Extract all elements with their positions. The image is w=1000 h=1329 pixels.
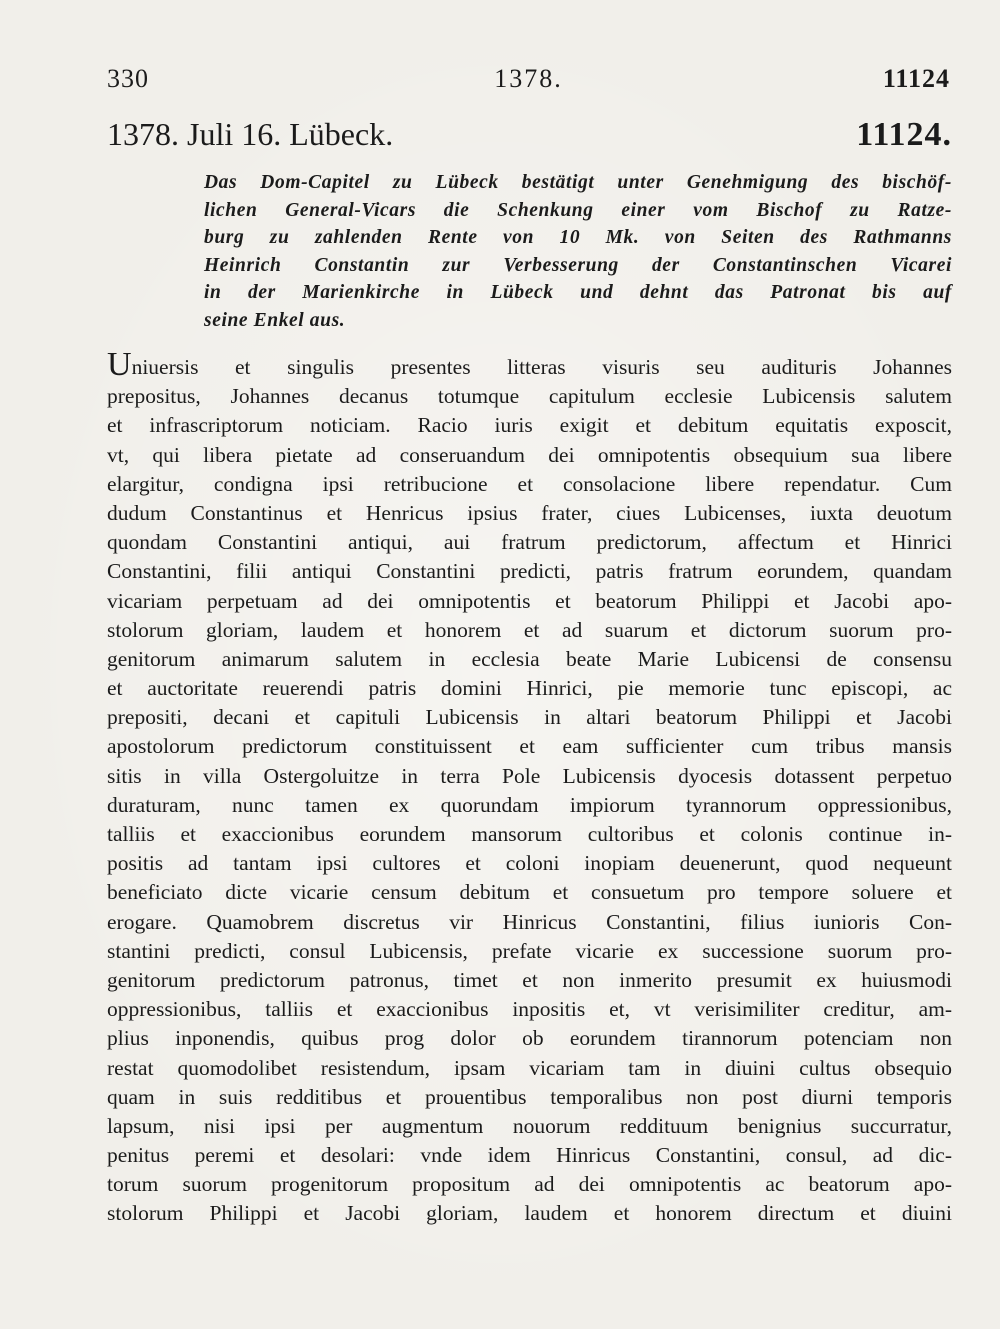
charter-line: plius inponendis, quibus prog dolor ob eorundem tirannorum potenciam non [107, 1026, 952, 1051]
charter-first-line-text: niuersis et singulis presentes litteras visuris seu audituris Johannes [131, 355, 952, 379]
charter-line: genitorum predictorum patronus, timet et non inmerito presumit ex huiusmodi [107, 967, 952, 992]
charter-first-line [107, 346, 952, 383]
charter-line: et infrascriptorum noticiam. Racio iuris exigit et debitum equitatis exposcit, [107, 413, 952, 438]
charter-line: beneficiato dicte vicarie censum debitum et consuetum pro tempore soluere et [107, 880, 952, 905]
charter-line: talliis et exaccionibus eorundem mansorum cultoribus et colonis continue in- [107, 822, 952, 846]
charter-line: vicariam perpetuam ad dei omnipotentis et beatorum Philippi et Jacobi apo- [107, 588, 952, 613]
charter-line: apostolorum predictorum constituissent et eam sufficienter cum tribus mansis [107, 734, 952, 759]
charter-line: prepositus, Johannes decanus totumque capitulum ecclesie Lubicensis salutem [107, 384, 952, 409]
charter-line: dudum Constantinus et Henricus ipsius frater, ciues Lubicenses, iuxta deuotum [107, 500, 952, 525]
charter-text [107, 346, 952, 1229]
regest-line: in der Marienkirche in Lübeck und dehnt das Patronat bis auf [204, 282, 952, 303]
regest-line: lichen General-Vicars die Schenkung einer vom Bischof zu Ratze- [204, 199, 952, 221]
charter-line: prepositi, decani et capituli Lubicensis in altari beatorum Philippi et Jacobi [107, 705, 952, 730]
charter-line: positis ad tantam ipsi cultores et coloni inopiam deuenerunt, quod nequeunt [107, 851, 952, 876]
running-year: 1378. [494, 64, 563, 93]
regest-line: Das Dom-Capitel zu Lübeck bestätigt unter Genehmigung des bischöf- [204, 172, 952, 193]
initial-letter: U [107, 346, 132, 383]
entry-date-place: 1378. Juli 16. Lübeck. [107, 116, 394, 152]
regest-line: seine Enkel aus. [204, 309, 346, 331]
charter-line: torum suorum progenitorum propositum ad dei omnipotentis ac beatorum apo- [107, 1172, 952, 1197]
entry-number: 11124. [856, 116, 952, 153]
regest-line: burg zu zahlenden Rente von 10 Mk. von Seiten des Rathmanns [204, 227, 952, 248]
regest-line: Heinrich Constantin zur Verbesserung der Constantinschen Vicarei [204, 254, 952, 276]
entry-heading [107, 116, 952, 160]
charter-line: sitis in villa Ostergoluitze in terra Pole Lubicensis dyocesis dotassent perpetuo [107, 763, 952, 788]
charter-line: oppressionibus, talliis et exaccionibus inpositis et, vt verisimiliter creditur, am- [107, 997, 952, 1022]
page-number: 330 [107, 64, 149, 93]
charter-line: stantini predicti, consul Lubicensis, prefate vicarie ex successione suorum pro- [107, 938, 952, 963]
charter-line: genitorum animarum salutem in ecclesia beate Marie Lubicensi de consensu [107, 646, 952, 671]
running-entry-number: 11124 [882, 64, 950, 93]
charter-line: erogare. Quamobrem discretus vir Hinricus Constantini, filius iunioris Con- [107, 909, 952, 934]
charter-line: quondam Constantini antiqui, aui fratrum predictorum, affectum et Hinrici [107, 530, 952, 555]
regest-summary [204, 169, 952, 334]
charter-line: restat quomodolibet resistendum, ipsam vicariam tam in diuini cultus obsequio [107, 1055, 952, 1080]
charter-line: lapsum, nisi ipsi per augmentum nouorum reddituum benignius succurratur, [107, 1113, 952, 1138]
charter-line: duraturam, nunc tamen ex quorundam impiorum tyrannorum oppressionibus, [107, 792, 952, 817]
charter-line: vt, qui libera pietate ad conseruandum dei omnipotentis obsequium sua libere [107, 442, 952, 467]
charter-line: et auctoritate reuerendi patris domini Hinrici, pie memorie tunc episcopi, ac [107, 676, 952, 701]
charter-line: stolorum gloriam, laudem et honorem et ad suarum et dictorum suorum pro- [107, 617, 952, 642]
charter-line: stolorum Philippi et Jacobi gloriam, laudem et honorem directum et diuini [107, 1201, 952, 1226]
charter-line: Constantini, filii antiqui Constantini predicti, patris fratrum eorundem, quandam [107, 559, 952, 584]
charter-line: quam in suis redditibus et prouentibus temporalibus non post diurni temporis [107, 1084, 952, 1109]
running-header [107, 64, 950, 98]
charter-line: elargitur, condigna ipsi retribucione et consolacione libere rependatur. Cum [107, 471, 952, 496]
charter-line: penitus peremi et desolari: vnde idem Hinricus Constantini, consul, ad dic- [107, 1143, 952, 1168]
